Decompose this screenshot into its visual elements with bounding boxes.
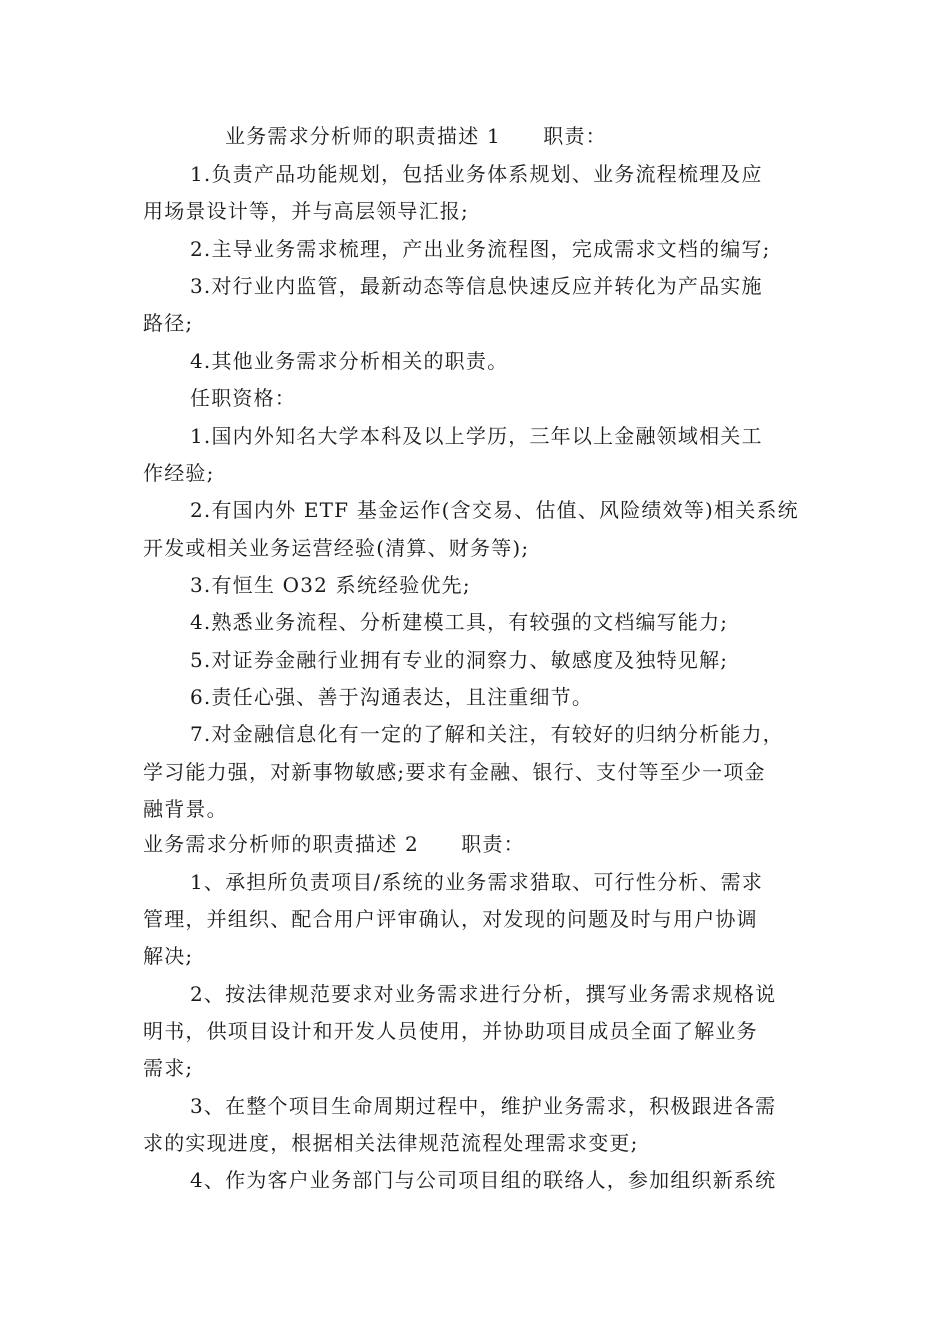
qualification-line: 融背景。 [143, 797, 228, 821]
qualification-line: 作经验; [143, 461, 215, 485]
duty-line: 需求; [143, 1056, 194, 1080]
qualification-line: 1.国内外知名大学本科及以上学历，三年以上金融领域相关工 [190, 424, 763, 448]
duty-line: 3.对行业内监管，最新动态等信息快速反应并转化为产品实施 [190, 274, 763, 298]
qualification-line: 7.对金融信息化有一定的了解和关注，有较好的归纳分析能力， [190, 722, 784, 746]
qualification-line: 3.有恒生 O32 系统经验优先; [190, 573, 471, 597]
qualification-line: 5.对证券金融行业拥有专业的洞察力、敏感度及独特见解; [190, 648, 729, 672]
duty-line: 管理，并组织、配合用户评审确认，对发现的问题及时与用户协调 [143, 907, 758, 931]
qualification-line: 4.熟悉业务流程、分析建模工具，有较强的文档编写能力; [190, 610, 729, 634]
section-2-heading: 业务需求分析师的职责描述 2 职责： [143, 832, 525, 856]
duty-line: 路径; [143, 311, 194, 335]
section-1-heading: 业务需求分析师的职责描述 1 职责： [225, 124, 607, 148]
duty-line: 4、作为客户业务部门与公司项目组的联络人，参加组织新系统 [190, 1168, 777, 1192]
qualifications-heading: 任职资格： [190, 386, 296, 410]
qualification-line: 6.责任心强、善于沟通表达，且注重细节。 [190, 685, 594, 709]
duty-line: 求的实现进度，根据相关法律规范流程处理需求变更; [143, 1131, 639, 1155]
duty-line: 解决; [143, 944, 194, 968]
qualification-line: 开发或相关业务运营经验(清算、财务等); [143, 536, 530, 560]
duty-line: 1.负责产品功能规划，包括业务体系规划、业务流程梳理及应 [190, 162, 763, 186]
duty-line: 2.主导业务需求梳理，产出业务流程图，完成需求文档的编写; [190, 237, 771, 261]
duty-line: 用场景设计等，并与高层领导汇报; [143, 199, 469, 223]
duty-line: 1、承担所负责项目/系统的业务需求猎取、可行性分析、需求 [190, 870, 764, 894]
duty-line: 明书，供项目设计和开发人员使用，并协助项目成员全面了解业务 [143, 1019, 758, 1043]
duty-line: 4.其他业务需求分析相关的职责。 [190, 349, 509, 373]
qualification-line: 2.有国内外 ETF 基金运作(含交易、估值、风险绩效等)相关系统 [190, 498, 799, 522]
duty-line: 2、按法律规范要求对业务需求进行分析，撰写业务需求规格说 [190, 982, 777, 1006]
qualification-line: 学习能力强，对新事物敏感;要求有金融、银行、支付等至少一项金 [143, 760, 766, 784]
duty-line: 3、在整个项目生命周期过程中，维护业务需求，积极跟进各需 [190, 1094, 777, 1118]
